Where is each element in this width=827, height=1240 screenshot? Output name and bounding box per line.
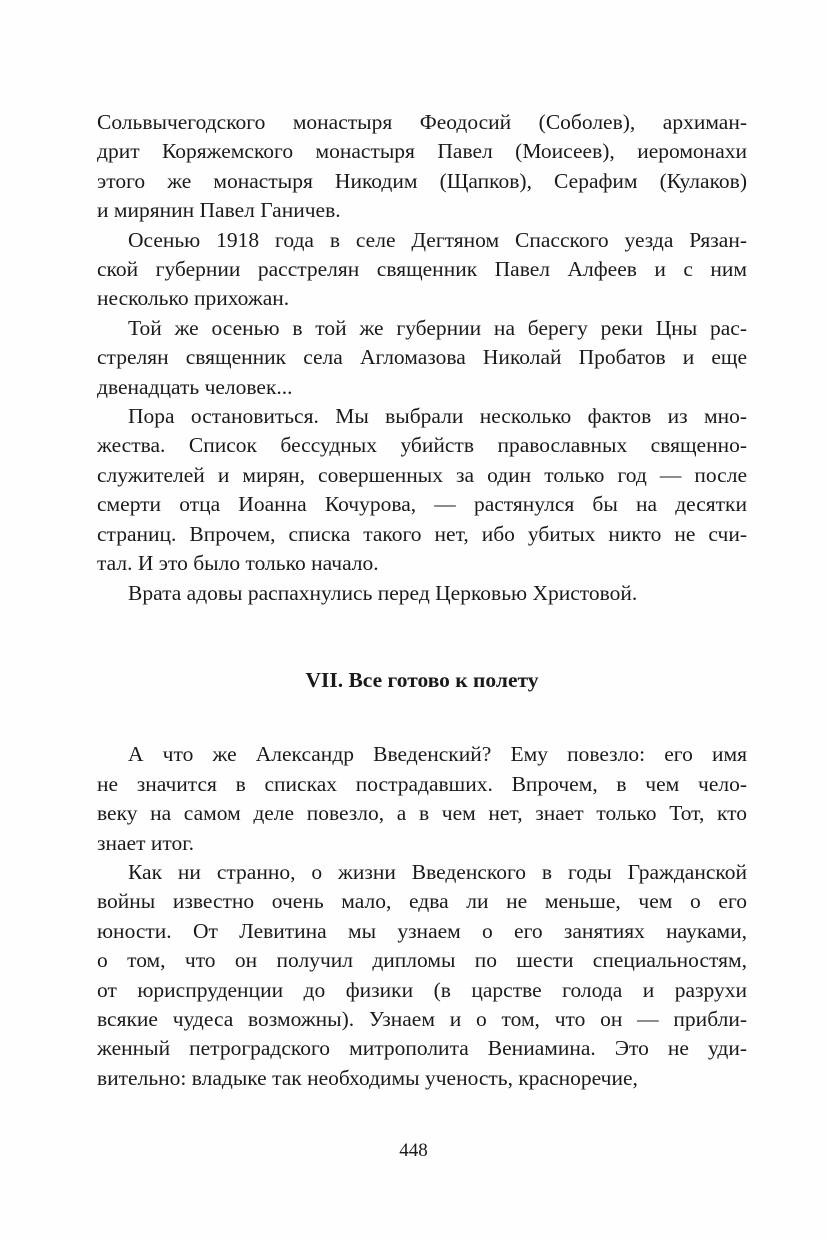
text-line: знает итог. (97, 830, 194, 855)
text-line: женный петроградского митрополита Вениамина. Это не уди- (97, 1036, 747, 1061)
text-block (97, 108, 747, 1093)
text-line: смерти отца Иоанна Кочурова, — растянулся бы на десятки (97, 492, 747, 517)
text-line: от юриспруденции до физики (в царстве голода и разрухи (97, 977, 747, 1002)
text-line: дрит Коряжемского монастыря Павел (Моисеев), иеромонахи (97, 139, 747, 164)
text-line: несколько прихожан. (97, 286, 290, 311)
page-number: 448 (399, 1140, 428, 1161)
text-line: Той же осенью в той же губернии на берегу реки Цны рас- (128, 315, 747, 340)
text-line: Сольвычегодского монастыря Феодосий (Соболев), архиман- (97, 110, 747, 134)
text-line: веку на самом деле повезло, а в чем нет, знает только Тот, кто (97, 801, 747, 826)
text-line: не значится в списках пострадавших. Впрочем, в чем чело- (97, 771, 747, 796)
text-line: стрелян священник села Агломазова Николай Пробатов и еще (97, 345, 747, 370)
text-line: Пора остановиться. Мы выбрали несколько фактов из мно- (128, 404, 747, 429)
text-line: этого же монастыря Никодим (Щапков), Серафим (Кулаков) (97, 168, 747, 193)
text-line: А что же Александр Введенский? Ему повезло: его имя (128, 742, 747, 767)
text-line: всякие чудеса возможны). Узнаем и о том, что он — прибли- (97, 1006, 747, 1031)
paragraph (97, 402, 747, 578)
text-line: двенадцать человек... (97, 374, 293, 399)
text-line: жества. Список бессудных убийств православных священно- (97, 433, 747, 458)
text-line: и мирянин Павел Ганичев. (97, 198, 341, 223)
paragraph (97, 226, 747, 314)
text-line: Врата адовы распахнулись перед Церковью Христовой. (128, 580, 638, 605)
text-line: Как ни странно, о жизни Введенского в годы Гражданской (128, 859, 747, 884)
paragraph (97, 579, 747, 608)
page-body-before-heading (97, 108, 747, 608)
text-line: юности. От Левитина мы узнаем о его занятиях науками, (97, 918, 747, 943)
text-line: вительно: владыке так необходимы ученость, красноречие, (97, 1065, 638, 1090)
text-line: Осенью 1918 года в селе Дегтяном Спасского уезда Рязан- (128, 227, 747, 252)
paragraph (97, 108, 747, 226)
paragraph (97, 314, 747, 402)
text-line: страниц. Впрочем, списка такого нет, ибо убитых никто не счи- (97, 521, 747, 546)
text-line: тал. И это было только начало. (97, 551, 379, 576)
text-line: служителей и мирян, совершенных за один только год — после (97, 462, 747, 487)
page-body-after-heading (97, 740, 747, 1093)
section-heading: VII. Все готово к полету (305, 667, 539, 692)
paragraph (97, 858, 747, 1093)
paragraph (97, 740, 747, 858)
text-line: о том, что он получил дипломы по шести специальностям, (97, 948, 747, 973)
text-line: войны известно очень мало, едва ли не меньше, чем о его (97, 889, 747, 914)
text-line: ской губернии расстрелян священник Павел Алфеев и с ним (97, 257, 747, 282)
